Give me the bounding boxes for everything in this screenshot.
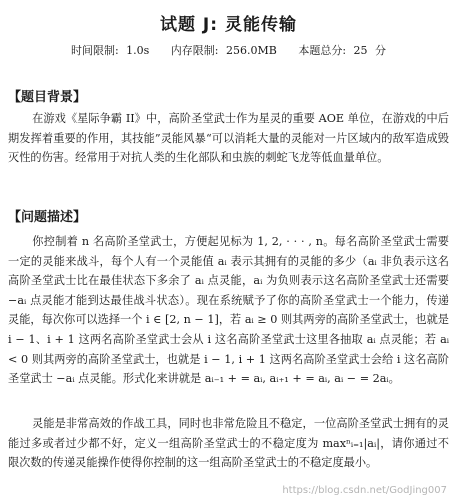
background-heading: 【题目背景】 [8, 90, 87, 105]
background-paragraph [8, 109, 449, 168]
memory-limit: 内存限制: 256.0MB [170, 44, 277, 57]
watermark: https://blog.csdn.net/GodJing007 [282, 485, 447, 496]
description-text-2: 灵能是非常高效的作战工具，同时也非常危险且不稳定，一位高阶圣堂武士拥有的灵能过多或者过少都不好，定义一组高阶圣堂武士的不稳定度为 maxⁿᵢ₌₁|aᵢ|，请你通过不限次数的传递灵能操作使得你控制的这一组高阶圣堂武士的不稳定度最小。 [8, 417, 449, 470]
total-score: 本题总分: 25 分 [298, 44, 387, 57]
time-limit: 时间限制: 1.0s [70, 44, 150, 57]
description-paragraph-2 [8, 414, 449, 473]
description-heading: 【问题描述】 [8, 210, 87, 225]
description-paragraph-1 [8, 232, 449, 389]
problem-title: 试题 J: 灵能传输 [160, 15, 297, 35]
problem-meta [0, 42, 457, 58]
background-text: 在游戏《星际争霸 II》中，高阶圣堂武士作为星灵的重要 AOE 单位，在游戏的中后期发挥着重要的作用，其技能”灵能风暴“可以消耗大量的灵能对一片区域内的敌军造成毁灭性的伤害。经常用于对抗人类的生化部队和虫族的刺蛇飞龙等低血量单位。 [8, 112, 449, 165]
description-text-1: 你控制着 n 名高阶圣堂武士，方便起见标为 1, 2, · · · , n。每名高阶圣堂武士需要一定的灵能来战斗，每个人有一个灵能值 aᵢ 表示其拥有的灵能的多少（aᵢ 非负表示这名高阶圣堂武士比在最佳状态下多余了 aᵢ 点灵能，aᵢ 为负则表示这名高阶圣堂武士还需要 −aᵢ 点灵能才能到达最佳战斗状态）。现在系统赋予了你的高阶圣堂武士一个能力，传递灵能，每次你可以选择一个 i ∈ [2, n − 1]，若 aᵢ ≥ 0 则其两旁的高阶圣堂武士，也就是 i − 1、i + 1 这两名高阶圣堂武士会从 i 这名高阶圣堂武士这里各抽取 aᵢ 点灵能；若 aᵢ < 0 则其两旁的高阶圣堂武士，也就是 i − 1, i + 1 这两名高阶圣堂武士会给 i 这名高阶圣堂武士 −aᵢ 点灵能。形式化来讲就是 aᵢ₋₁ + = aᵢ, aᵢ₊₁ + = aᵢ, aᵢ − = 2aᵢ。 [8, 235, 449, 386]
